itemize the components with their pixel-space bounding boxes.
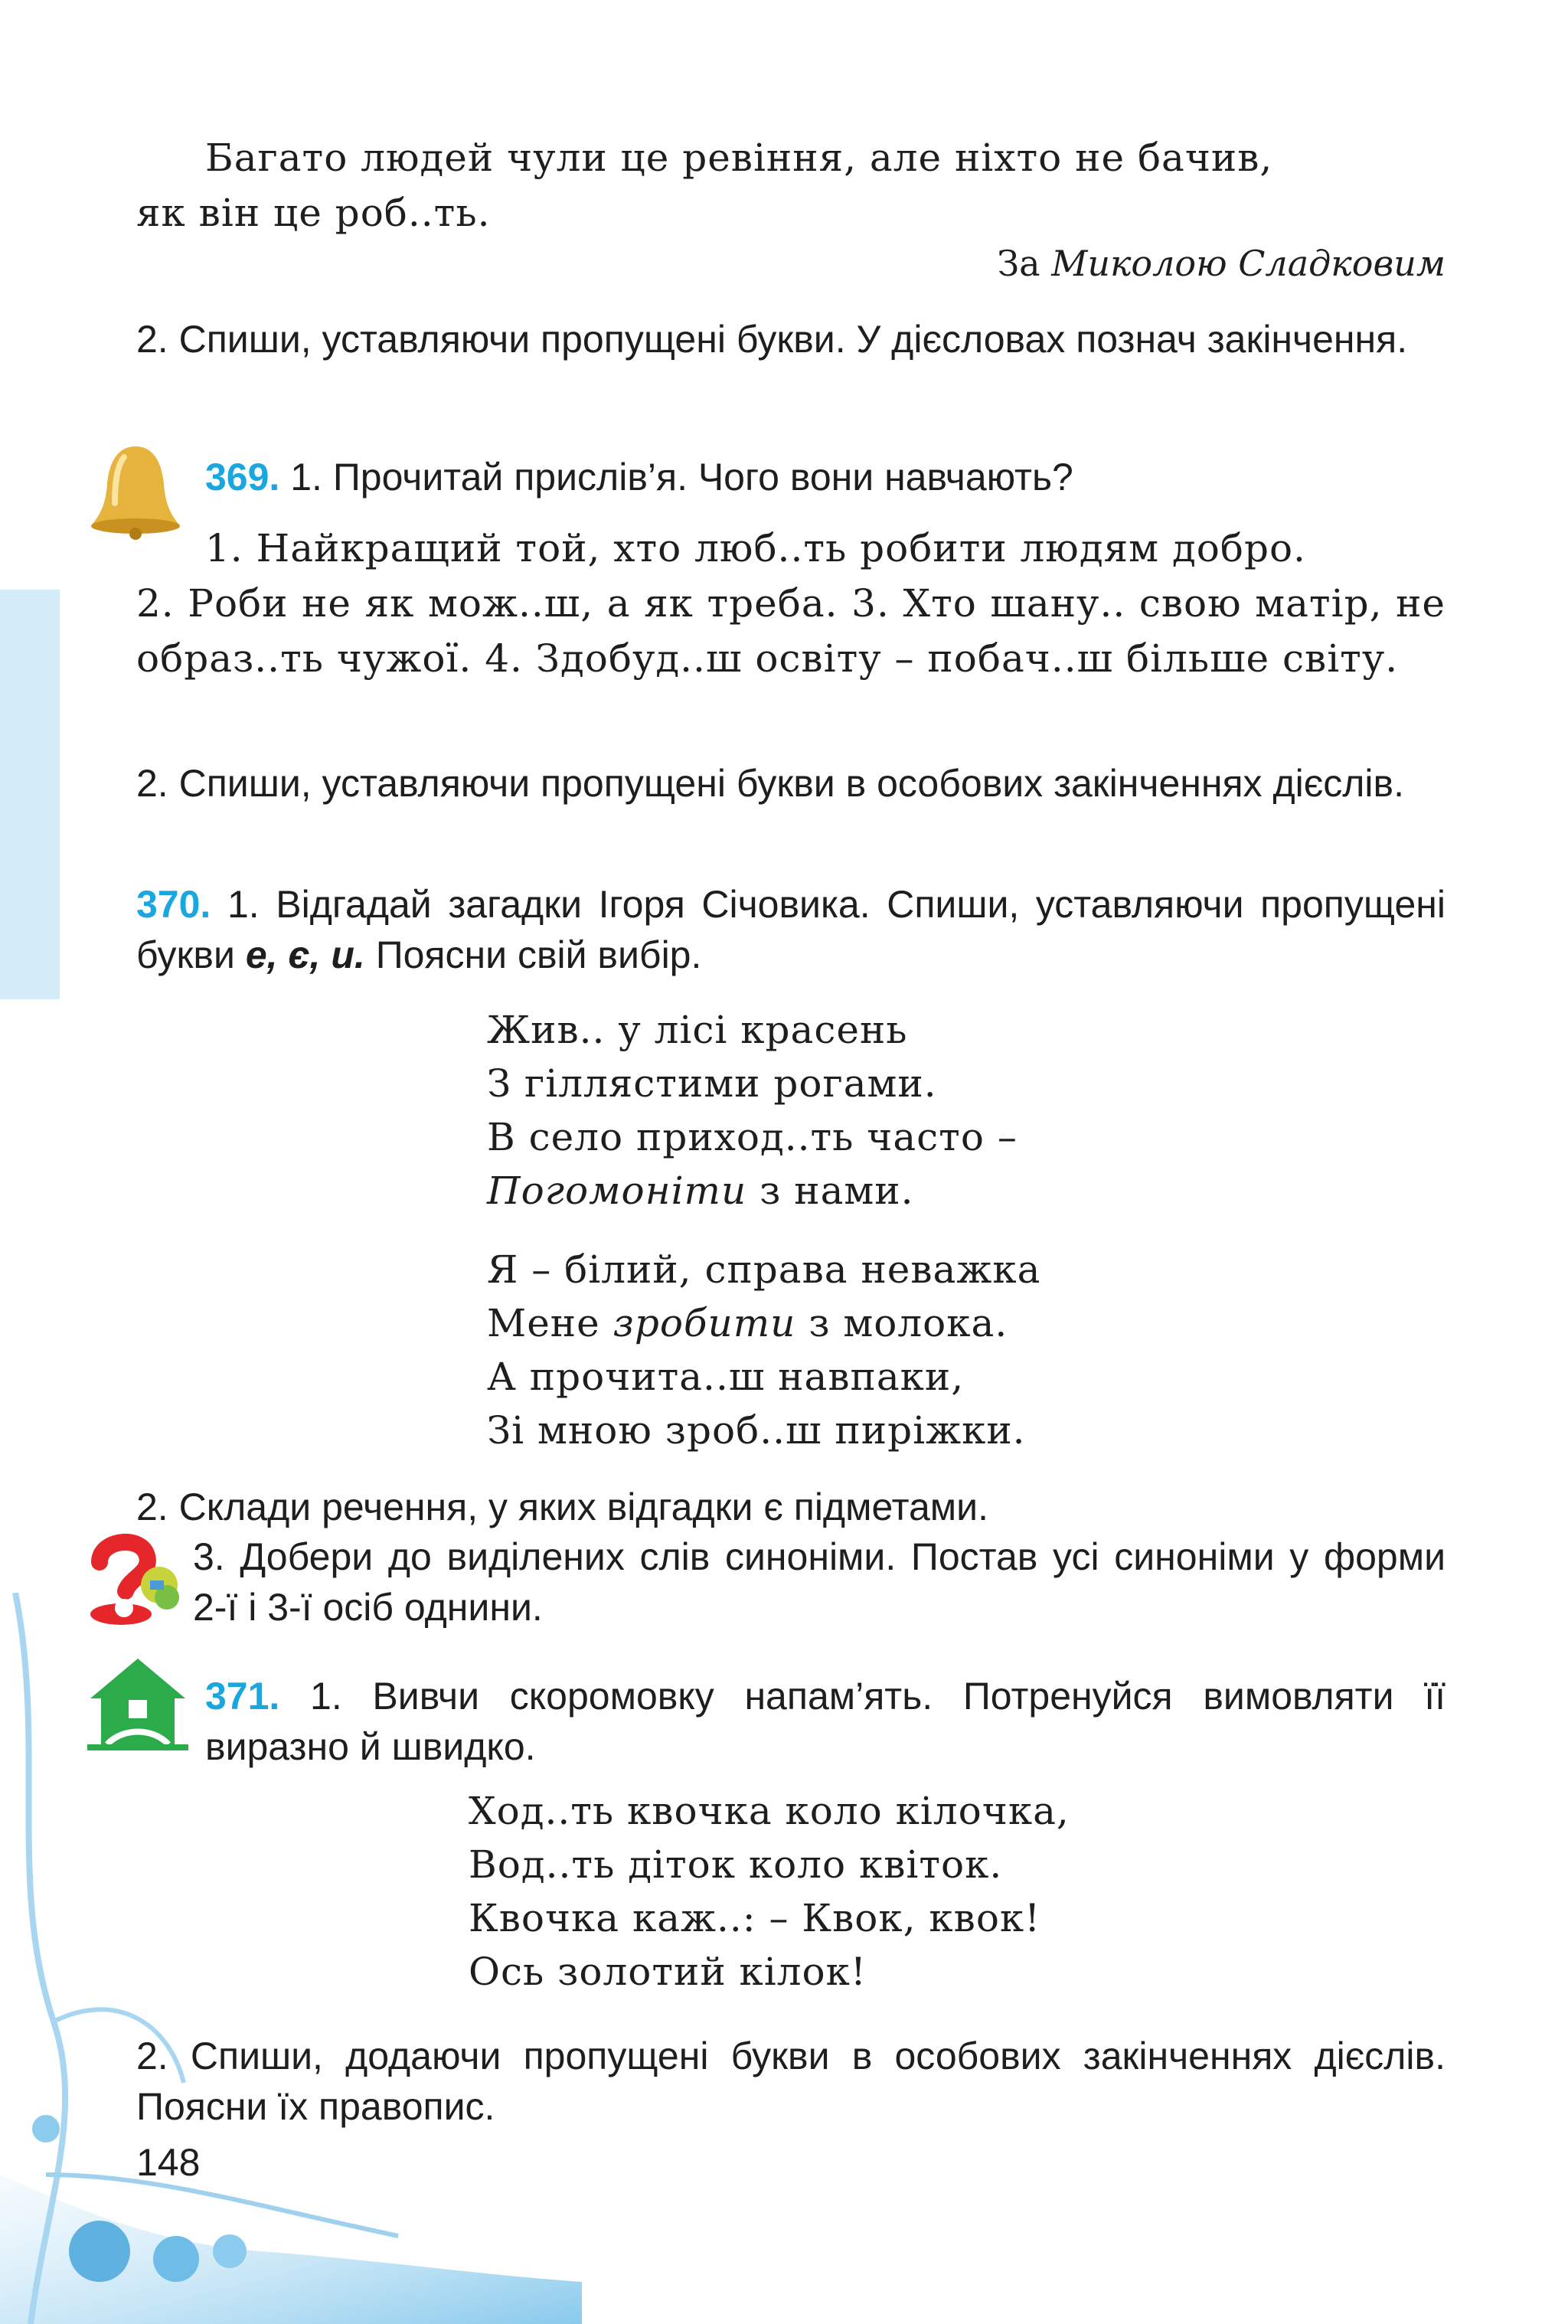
attribution-author: Миколою Сладковим [1051,243,1446,284]
ex369-task2: 2. Спиши, уставляючи пропущені букви в особових закінченнях дієслів. [136,762,1404,805]
exercise-number-369: 369. [205,456,280,498]
riddle1-line: Жив.. у лісі красень [487,1008,908,1052]
attribution [136,240,1446,286]
ex369-task1: 1. Прочитай прислів’я. Чого вони навчають? [290,456,1073,498]
intro-task2: 2. Спиши, уставляючи пропущені букви. У дієсловах познач закінчення. [136,318,1408,361]
ex371-header [205,1671,1446,1772]
intro-line-2: як він це роб..ть. [136,191,491,235]
riddle-1 [487,1003,1018,1218]
riddle2-line: Я – білий, справа неважка [487,1247,1041,1292]
riddle-2 [487,1243,1040,1457]
ex370-task3: 3. Добери до виділених слів синоніми. Постав усі синоніми у форми 2-ї і 3-ї осіб однини. [193,1535,1446,1629]
ex370-task1-a: 1. Відгадай загадки Ігоря Січовика. Спиши, уставляючи пропущені букви [136,883,1446,976]
ex371-task1: 1. Вивчи скоромовку напам’ять. Потренуйся вимовляти її виразно й швидко. [205,1675,1446,1768]
riddle1-line-last [487,1164,1018,1218]
riddle2-line: Зі мною зроб..ш пиріжки. [487,1408,1026,1453]
proverb-rest: 2. Роби не як мож..ш, а як треба. 3. Хто шану.. свою матір, не образ..ть чужої. 4. Здобуд..ш освіту – побач..ш більше світу. [136,581,1446,681]
riddle2-l2-b: з молока. [808,1301,1008,1345]
question-mark-icon [77,1524,191,1631]
exercise-number-370: 370. [136,883,211,926]
tongue-twister-line: Ось золотий кілок! [469,1950,867,1994]
intro-line-1: Багато людей чули це ревіння, але ніхто не бачив, [205,136,1273,180]
proverb-line-1: 1. Найкращий той, хто люб..ть робити людям добро. [205,526,1306,570]
tongue-twister [469,1784,1070,1999]
page-number: 148 [136,2141,201,2184]
riddle1-emphasized-word: Погомоніти [487,1169,747,1213]
riddle1-line: В село приход..ть часто – [487,1115,1018,1159]
ex371-task2: 2. Спиши, додаючи пропущені букви в особових закінченнях дієслів. Поясни їх правопис. [136,2035,1446,2128]
side-strip [0,590,60,999]
riddle1-line: З гіллястими рогами. [487,1061,937,1106]
ex369-header [205,452,1446,502]
riddle2-l2-a: Мене [487,1301,600,1345]
tongue-twister-line: Ход..ть квочка коло кілочка, [469,1789,1070,1833]
house-icon [84,1654,191,1754]
ex369-proverbs [136,521,1446,686]
ex370-header [136,879,1446,980]
riddle2-line-2 [487,1296,1040,1350]
riddle2-line: А прочита..ш навпаки, [487,1355,965,1399]
ex370-task2: 2. Склади речення, у яких відгадки є підметами. [136,1486,988,1528]
intro-text [136,130,1446,240]
exercise-number-371: 371. [205,1675,280,1718]
riddle2-emphasized-word: зробити [612,1301,796,1345]
tongue-twister-line: Вод..ть діток коло квіток. [469,1842,1003,1887]
riddle1-last-rest: з нами. [760,1169,914,1213]
tongue-twister-line: Квочка каж..: – Квок, квок! [469,1896,1041,1940]
ex370-task1-b: Поясни свій вибір. [375,933,702,976]
attribution-prefix: За [997,243,1040,284]
ex370-letters: е, є, и. [245,933,365,976]
